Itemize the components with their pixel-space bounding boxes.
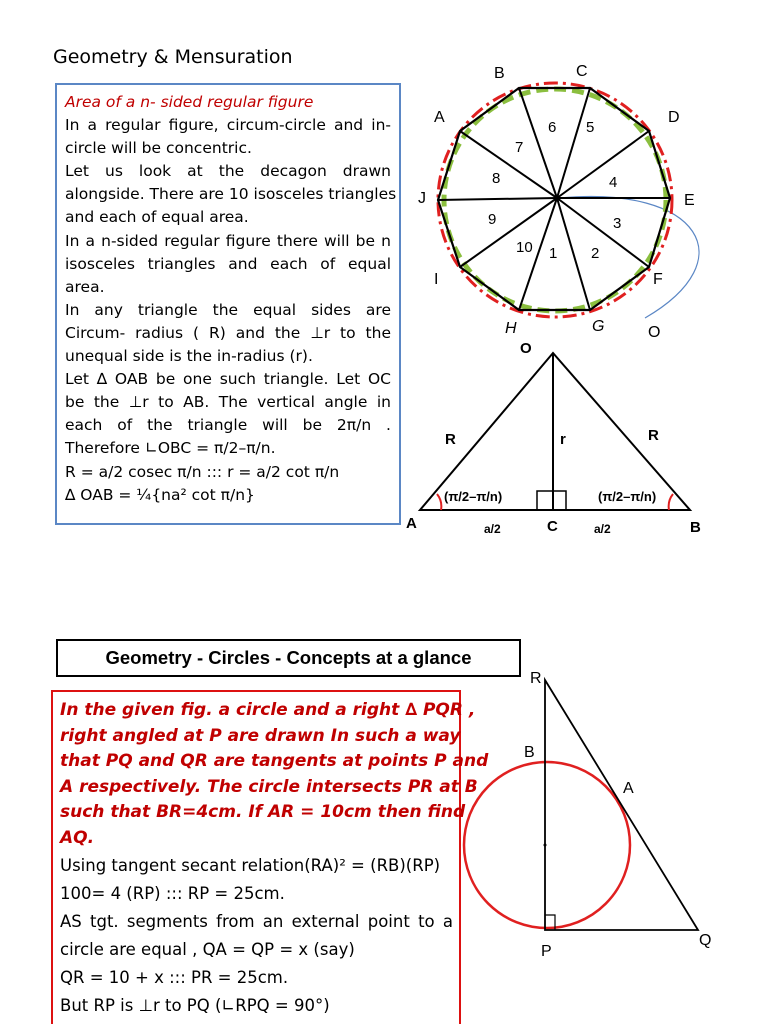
label-r-left: R [445, 431, 456, 448]
label-p: P [541, 943, 552, 960]
angle-label-right: (π/2–π/n) [598, 489, 657, 504]
box-line: circle will be concentric. [65, 139, 252, 158]
solution-line: 100= 4 (RP) ::: RP = 25cm. [60, 883, 285, 903]
concepts-title: Geometry - Circles - Concepts at a glance [56, 639, 521, 677]
sector-number: 10 [516, 239, 533, 256]
sector-number: 9 [488, 211, 497, 228]
vertex-label-b: B [494, 65, 505, 82]
vertex-label-a: A [434, 109, 445, 126]
inscribed-circle [464, 762, 630, 928]
half-a-right: a/2 [594, 522, 611, 536]
label-r: R [530, 670, 542, 687]
sector-number: 4 [609, 174, 618, 191]
box-line: In a n-sided regular figure there will be n [65, 231, 391, 250]
solution-line: But RP is ⊥r to PQ (∟RPQ = 90°) [60, 995, 330, 1015]
label-c: C [547, 518, 558, 535]
angle-label-left: (π/2–π/n) [444, 489, 503, 504]
sector-number: 5 [586, 119, 595, 136]
vertex-label-f: F [653, 271, 663, 288]
box-line: area. [65, 277, 105, 296]
vertex-label-d: D [668, 109, 680, 126]
solution-line: QR = 10 + x ::: PR = 25cm. [60, 967, 289, 987]
label-inradius: r [560, 431, 566, 448]
sector-number: 8 [492, 170, 501, 187]
label-r-right: R [648, 427, 659, 444]
sector-number: 3 [613, 215, 622, 232]
vertex-label-h: H [505, 320, 517, 337]
vertex-label-i: I [434, 271, 439, 288]
problem-line: A respectively. The circle intersects PR at B [60, 776, 478, 797]
box-line: In any triangle the equal sides are [65, 300, 391, 319]
box-line: each of the triangle will be 2π/n . [65, 416, 391, 435]
box-line: R = a/2 cosec π/n ::: r = a/2 cot π/n [65, 462, 340, 481]
problem-line: In the given fig. a circle and a right ∆ PQR , [60, 700, 476, 720]
sector-number: 7 [515, 139, 524, 156]
box-line: Let us look at the decagon drawn [65, 162, 391, 181]
section-title: Geometry & Mensuration [53, 46, 293, 68]
right-triangle-pqr [545, 680, 698, 930]
box-line: and each of equal area. [65, 208, 249, 227]
solution-line: AS tgt. segments from an external point to a [60, 911, 453, 931]
box-line: ∆ OAB = ¼{na² cot π/n} [65, 485, 255, 504]
label-a: A [406, 515, 417, 532]
sector-number: 2 [591, 245, 600, 262]
label-b: B [690, 519, 701, 536]
label-o: O [520, 340, 532, 357]
half-a-left: a/2 [484, 522, 501, 536]
box-line: unequal side is the in-radius (r). [65, 347, 313, 366]
problem-line: right angled at P are drawn In such a way [60, 725, 461, 746]
vertex-label-g: G [592, 318, 605, 335]
box-line: Therefore ∟OBC = π/2–π/n. [65, 439, 276, 458]
solution-line: Using tangent secant relation(RA)² = (RB)(RP) [60, 855, 441, 875]
box-heading: Area of a n- sided regular figure [65, 93, 314, 111]
vertex-label-o: O [648, 324, 661, 341]
label-a: A [623, 780, 634, 797]
vertex-label-e: E [684, 192, 695, 209]
box-line: In a regular figure, circum-circle and in- [65, 116, 391, 135]
sector-number: 6 [548, 119, 557, 136]
box-line: alongside. There are 10 isosceles triangles [65, 185, 397, 204]
box-line: Circum- radius ( R) and the ⊥r to the [65, 323, 391, 342]
problem-line: such that BR=4cm. If AR = 10cm then find [60, 802, 466, 823]
vertex-label-c: C [576, 63, 588, 80]
label-b: B [524, 744, 535, 761]
label-q: Q [699, 932, 712, 949]
circle-center [544, 844, 547, 847]
box-line: isosceles triangles and each of equal [65, 254, 391, 273]
sector-number: 1 [549, 245, 558, 262]
solution-line: circle are equal , QA = QP = x (say) [60, 939, 355, 959]
vertex-label-j: J [418, 190, 426, 207]
box-line: be the ⊥r to AB. The vertical angle in [65, 393, 391, 412]
figure-labels [524, 670, 711, 960]
problem-line: that PQ and QR are tangents at points P and [60, 751, 489, 772]
box-line: Let ∆ OAB be one such triangle. Let OC [65, 370, 391, 389]
problem-line: AQ. [60, 827, 95, 848]
